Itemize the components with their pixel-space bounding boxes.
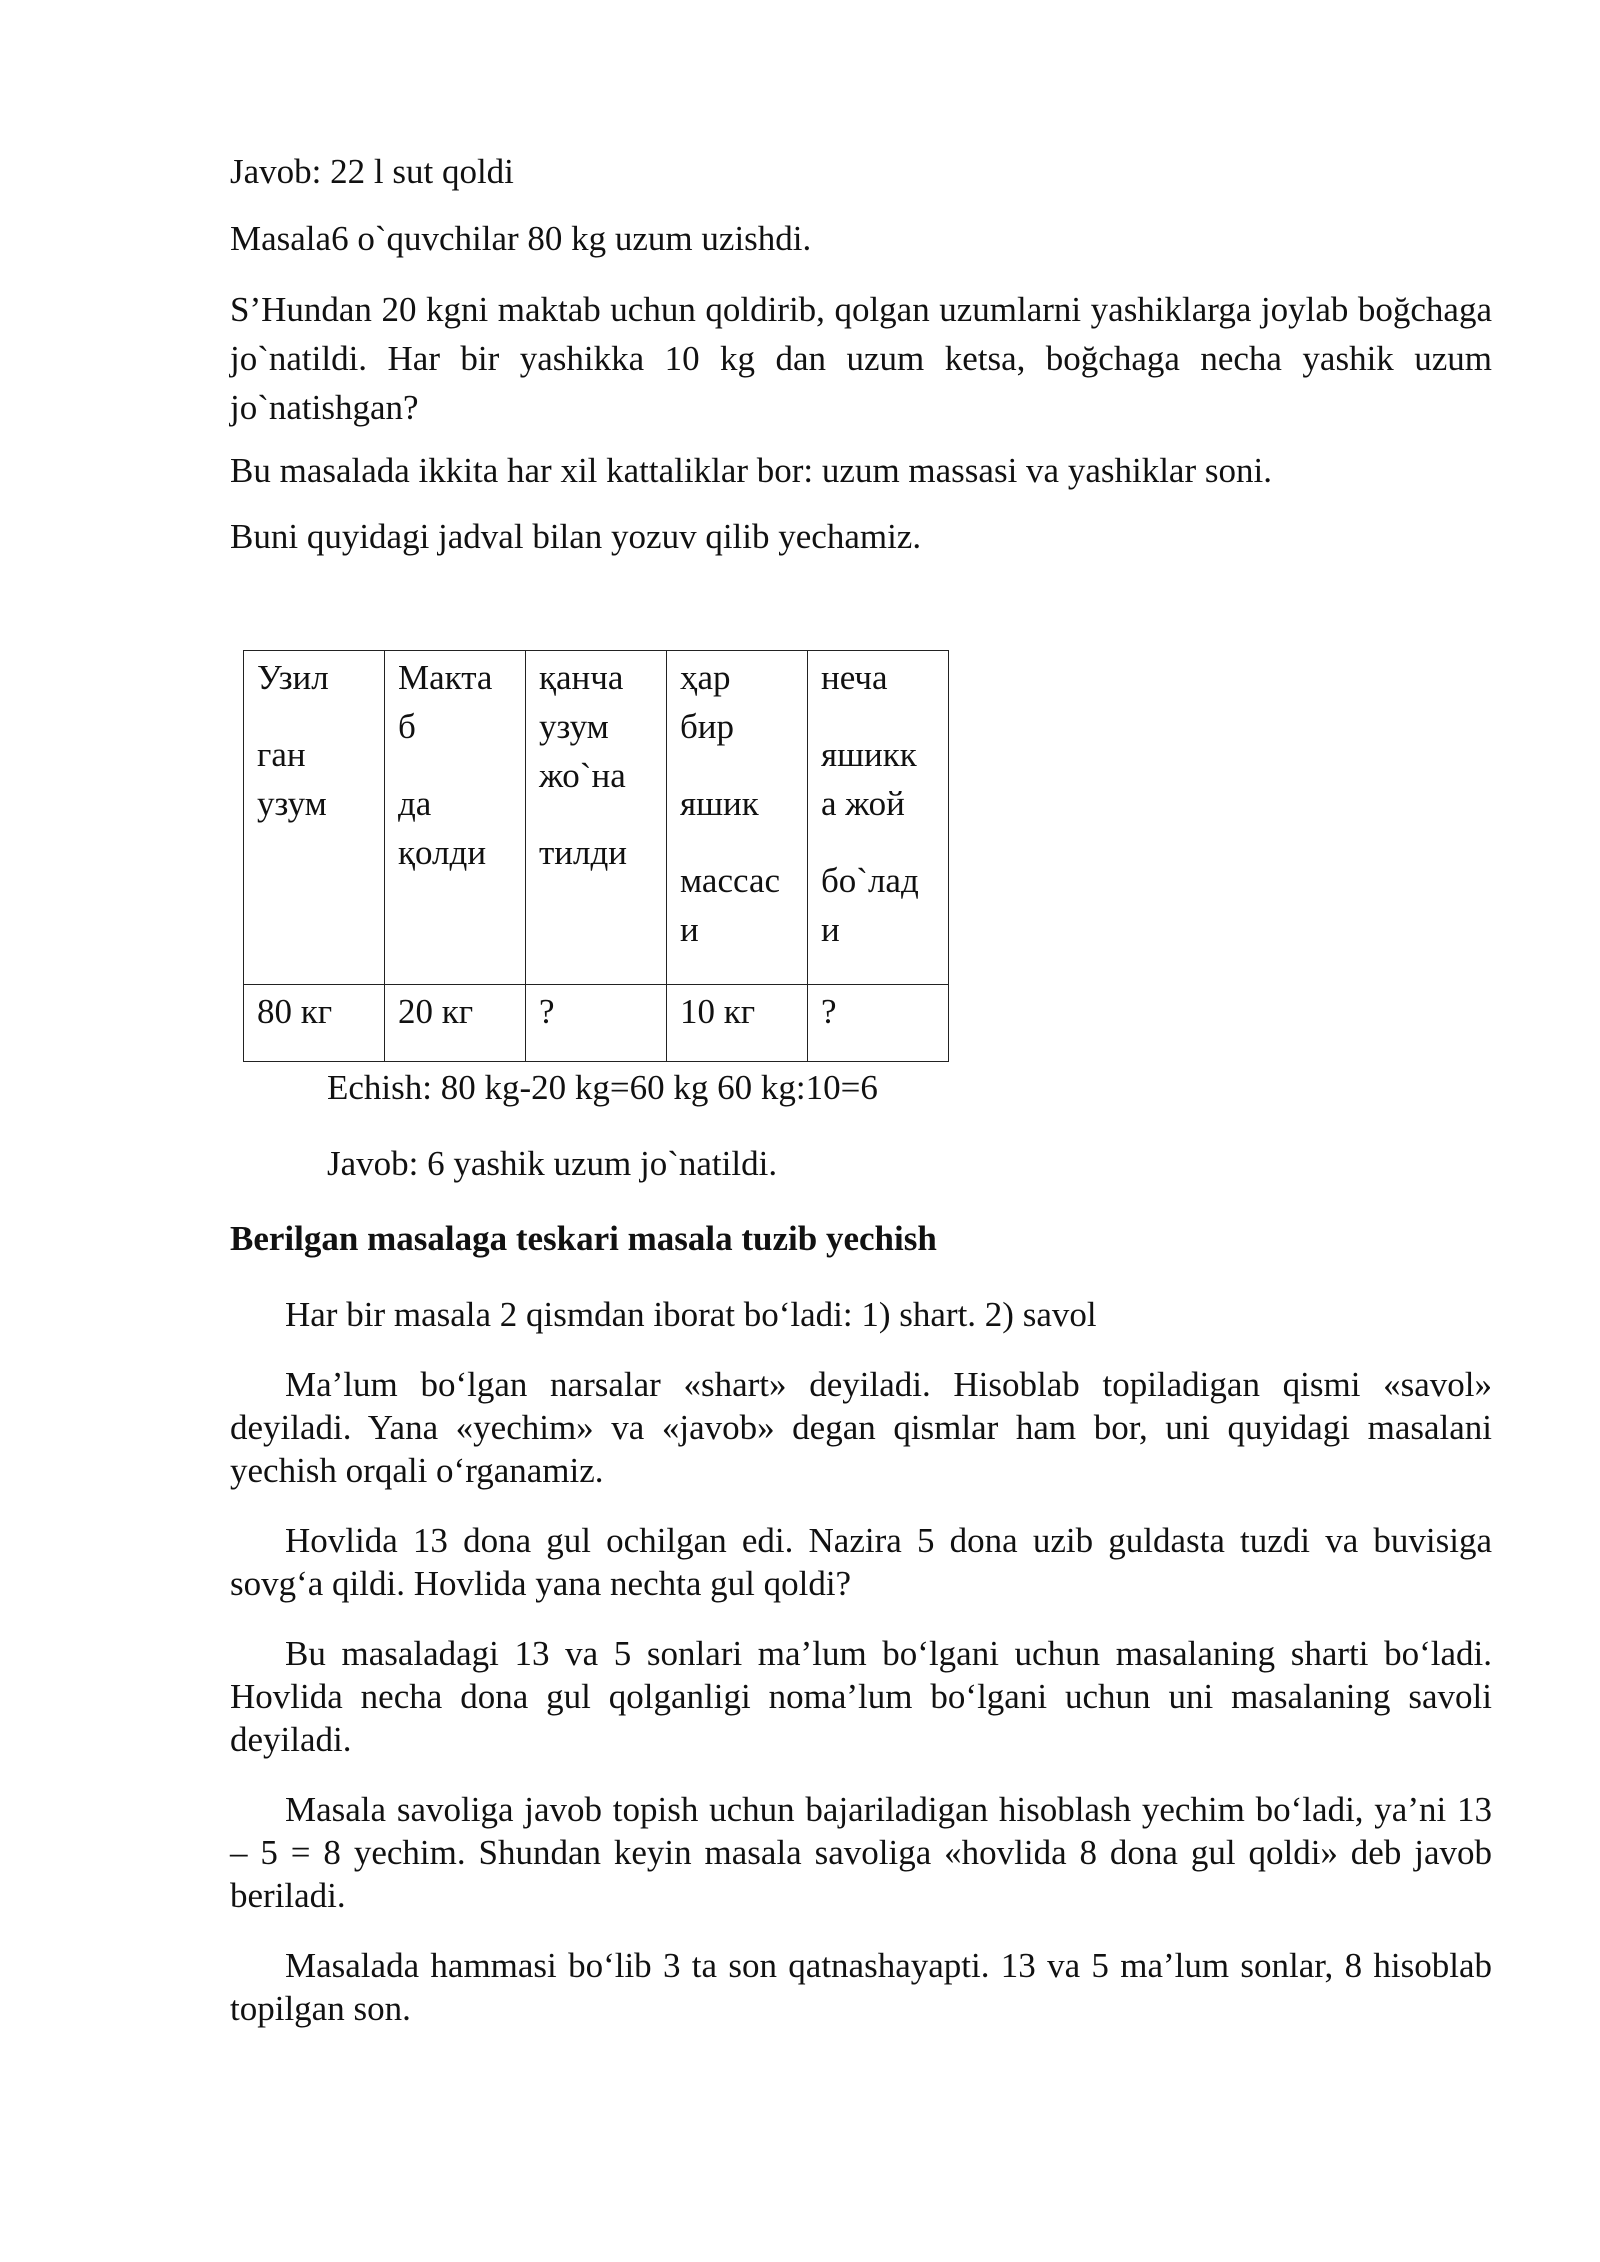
value-cell: 80 кг (244, 985, 385, 1062)
paragraph: Masalada hammasi bo‘lib 3 ta son qatnashayapti. 13 va 5 ma’lum sonlar, 8 hisoblab topilgan son. (230, 1946, 1492, 2028)
problem-title: Masala6 o`quvchilar 80 kg uzum uzishdi. (230, 219, 812, 258)
value-cell: ? (526, 985, 667, 1062)
header-cell-box-count: неча яшикк а жой бо`лад и (808, 651, 949, 985)
value-cell: 20 кг (385, 985, 526, 1062)
problem-text: S’Hundan 20 kgni maktab uchun qoldirib, qolgan uzumlarni yashiklarga joylab boğchaga jo`natildi. Har bir yashikka 10 kg dan uzum ketsa, boğchaga necha yashik uzum jo`natishgan? (230, 290, 1492, 427)
data-table (243, 650, 949, 1062)
solution-line: Echish: 80 kg-20 kg=60 kg 60 kg:10=6 (327, 1068, 878, 1107)
header-cell-harvested: Узил ган узум (244, 651, 385, 985)
paragraph: Har bir masala 2 qismdan iborat bo‘ladi: 1) shart. 2) savol (285, 1295, 1097, 1334)
header-cell-sent: қанча узум жо`на тилди (526, 651, 667, 985)
paragraph: Masala savoliga javob topish uchun bajariladigan hisoblash yechim bo‘ladi, ya’ni 13 – 5 = 8 yechim. Shundan keyin masala savoliga «hovlida 8 dona gul qoldi» deb javob beriladi. (230, 1790, 1492, 1915)
paragraph: Ma’lum bo‘lgan narsalar «shart» deyiladi. Hisoblab topiladigan qismi «savol» deyiladi. Yana «yechim» va «javob» degan qismlar ham bor, uni quyidagi masalani yechish orqali o‘rganamiz. (230, 1365, 1492, 1490)
table-value-row (244, 985, 949, 1062)
header-cell-box-mass: ҳар бир яшик массас и (667, 651, 808, 985)
table-header-row (244, 651, 949, 985)
value-cell: 10 кг (667, 985, 808, 1062)
table-intro: Buni quyidagi jadval bilan yozuv qilib yechamiz. (230, 517, 922, 556)
section-heading: Berilgan masalaga teskari masala tuzib yechish (230, 1219, 937, 1258)
paragraph: Hovlida 13 dona gul ochilgan edi. Nazira 5 dona uzib guldasta tuzdi va buvisiga sovg‘a qildi. Hovlida yana nechta gul qoldi? (230, 1521, 1492, 1603)
value-cell: ? (808, 985, 949, 1062)
answer-line: Javob: 6 yashik uzum jo`natildi. (327, 1144, 778, 1183)
document-page (230, 150, 1492, 2030)
answer-line: Javob: 22 l sut qoldi (230, 152, 514, 191)
paragraph: Bu masaladagi 13 va 5 sonlari ma’lum bo‘lgani uchun masalaning sharti bo‘ladi. Hovlida necha dona gul qolganligi noma’lum bo‘lgani uchun uni masalaning savoli deyiladi. (230, 1634, 1492, 1759)
header-cell-school: Макта б да қолди (385, 651, 526, 985)
problem-note: Bu masalada ikkita har xil kattaliklar bor: uzum massasi va yashiklar soni. (230, 451, 1272, 490)
